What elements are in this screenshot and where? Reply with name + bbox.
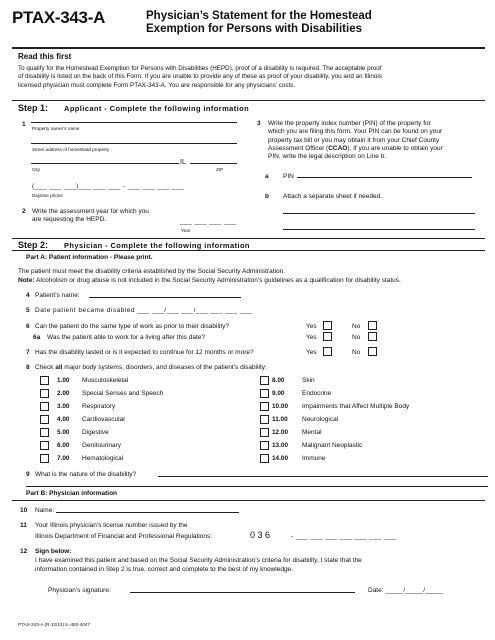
item-number: 3 xyxy=(257,120,261,127)
condition-name: Skin xyxy=(302,377,315,384)
condition-name: Mental xyxy=(302,429,322,436)
condition-checkbox[interactable] xyxy=(260,454,269,463)
q6-yes-checkbox[interactable] xyxy=(323,321,332,330)
read-first-heading: Read this first xyxy=(18,52,72,61)
title-line-2: Exemption for Persons with Disabilities xyxy=(146,22,362,35)
signature-date-field[interactable]: Date: _____/_____/_____ xyxy=(368,587,444,594)
item-number: 10 xyxy=(20,507,28,514)
q7-text: Has the disability lasted or is it expected to continue for 12 months or more? xyxy=(35,349,254,356)
item3-line: PIN, write the legal description on Line b. xyxy=(268,153,387,161)
phone-label: Daytime phone xyxy=(32,193,63,198)
item3-line: Write the property index number (PIN) of the property for xyxy=(268,120,431,127)
item-number: 1 xyxy=(22,121,26,128)
condition-code: 3.00 xyxy=(57,403,70,410)
intro-line: of disability is listed on the back of this Form. If you are unable to provide any of these as proof of your disability, you and an Illinois xyxy=(18,73,382,81)
owner-name-label: Property owner’s name xyxy=(32,126,80,131)
condition-checkbox[interactable] xyxy=(40,389,49,398)
pin-label: PIN xyxy=(283,173,294,180)
attestation-text xyxy=(35,557,490,574)
condition-checkbox[interactable] xyxy=(40,376,49,385)
item3-text-part: ). If you are unable to obtain your xyxy=(347,144,443,152)
condition-name: Malignant Neoplastic xyxy=(302,442,363,449)
read-first-text xyxy=(18,65,486,90)
intro-line: licensed physician must complete Form PTAX-343-A. You are responsible for any physicians’ costs. xyxy=(18,81,296,89)
form-footer: PTAX-343-A (R-12/13) IL-492-4047 xyxy=(18,622,90,627)
item-number: 12 xyxy=(20,548,28,555)
q6-text: Can the patient do the same type of work as prior to their disability? xyxy=(35,323,230,330)
step1-label: Step 1: xyxy=(18,103,49,113)
item3-text-part: Assessment Officer ( xyxy=(268,144,329,152)
step2-divider xyxy=(12,238,485,239)
legal-description-field[interactable] xyxy=(283,213,475,214)
part-a-heading: Part A: Patient information - Please print. xyxy=(26,254,153,261)
header-divider xyxy=(12,47,485,49)
condition-name: Neurological xyxy=(302,416,339,423)
q9-text: What is the nature of the disability? xyxy=(35,471,137,478)
condition-checkbox[interactable] xyxy=(260,389,269,398)
condition-name: Respiratory xyxy=(82,403,116,410)
q8-text xyxy=(35,364,267,372)
license-number-field[interactable]: - ___ ___ ___ ___ ___ ___ ___ xyxy=(291,533,397,540)
note-text xyxy=(18,277,401,285)
title-line-1: Physician’s Statement for the Homestead xyxy=(146,10,372,22)
street-address-label: Street address of homestead property xyxy=(32,147,110,152)
condition-code: 4.00 xyxy=(57,416,70,423)
phone-field[interactable]: (___ ___ ___)___ ___ ___ - ___ ___ ___ ___ xyxy=(32,183,185,190)
item-number: 8 xyxy=(26,364,30,371)
item-number: 9 xyxy=(26,471,30,478)
nature-of-disability-field[interactable] xyxy=(26,486,488,487)
item2-line: are requesting the HEPD. xyxy=(32,215,107,223)
condition-name: Genitourinary xyxy=(82,442,122,449)
step2-label: Step 2: xyxy=(18,240,49,250)
part-b-divider xyxy=(12,500,485,501)
condition-code: 6.00 xyxy=(57,442,70,449)
q8-text-part: major body systems, disorders, and diseases of the patient’s disability: xyxy=(62,364,267,371)
sign-below-heading: Sign below: xyxy=(35,548,72,555)
condition-checkbox[interactable] xyxy=(40,454,49,463)
item-number: 4 xyxy=(26,292,30,299)
q7-no-checkbox[interactable] xyxy=(368,347,377,356)
street-address-field[interactable] xyxy=(31,143,237,144)
license-prefix: 0 3 6 xyxy=(250,530,271,540)
condition-name: Hematological xyxy=(82,455,124,462)
pin-field[interactable] xyxy=(297,177,472,178)
no-label: No xyxy=(352,323,361,330)
condition-code: 9.00 xyxy=(272,390,285,397)
physician-name-label: Name: xyxy=(35,507,55,514)
condition-checkbox[interactable] xyxy=(40,415,49,424)
signature-label: Physician’s signature: xyxy=(48,587,111,594)
item3-line: which you are filing this form. Your PIN can be found on your xyxy=(268,128,443,136)
condition-code: 5.00 xyxy=(57,429,70,436)
condition-checkbox[interactable] xyxy=(260,441,269,450)
condition-code: 13.00 xyxy=(272,442,288,449)
note-body: Alcoholism or drug abuse is not included in the Social Security Administration’s guidelines as a qualification for disability status. xyxy=(34,277,401,284)
condition-name: Cardiovascular xyxy=(82,416,126,423)
zip-label: ZIP xyxy=(216,167,224,172)
owner-name-field[interactable] xyxy=(31,122,237,123)
part-b-heading: Part B: Physician information xyxy=(26,490,118,497)
attestation-line: information contained in Step 2 is true, correct and complete to the best of my knowledge. xyxy=(35,565,293,573)
step1-divider xyxy=(12,100,485,101)
condition-code: 8.00 xyxy=(272,377,285,384)
yes-label: Yes xyxy=(306,334,317,341)
condition-name: Endocrine xyxy=(302,390,332,397)
no-label: No xyxy=(352,334,361,341)
yes-label: Yes xyxy=(306,323,317,330)
yes-label: Yes xyxy=(306,349,317,356)
q6a-yes-checkbox[interactable] xyxy=(323,332,332,341)
city-label: City xyxy=(32,167,40,172)
item3-text xyxy=(268,120,488,161)
condition-code: 2.00 xyxy=(57,390,70,397)
condition-name: Immune xyxy=(302,455,326,462)
condition-name: Musculoskeletal xyxy=(82,377,129,384)
date-disabled-field[interactable]: Date patient became disabled ___ ___/___ ___/___ ___ ___ ___ xyxy=(35,307,253,314)
q8-text-part: Check xyxy=(35,364,56,371)
line-a-label: a xyxy=(265,173,269,180)
q8-bold: all xyxy=(55,364,63,371)
item2-line: Write the assessment year for which you xyxy=(32,208,149,215)
legal-description-field[interactable] xyxy=(283,229,475,230)
condition-code: 11.00 xyxy=(272,416,288,423)
attestation-line: I have examined this patient and based on the Social Security Administration’s criteria for disability, I state that the xyxy=(35,557,362,564)
no-label: No xyxy=(352,349,361,356)
condition-code: 10.00 xyxy=(272,403,288,410)
city-field[interactable] xyxy=(31,163,179,164)
zip-field[interactable] xyxy=(190,163,237,164)
item3-line: property tax bill or you may obtain it from your Chief County xyxy=(268,136,440,144)
item3-line xyxy=(268,145,488,153)
step1-heading: Applicant - Complete the following information xyxy=(64,104,250,113)
item2-text xyxy=(32,208,149,224)
physician-name-field[interactable] xyxy=(56,512,239,513)
signature-field[interactable] xyxy=(130,592,355,593)
condition-checkbox[interactable] xyxy=(260,415,269,424)
condition-name: Impairments that Affect Multiple Body xyxy=(302,403,410,410)
condition-code: 7.00 xyxy=(57,455,70,462)
q6-no-checkbox[interactable] xyxy=(368,321,377,330)
condition-checkbox[interactable] xyxy=(260,402,269,411)
q6a-text: Was the patient able to work for a living after this date? xyxy=(47,334,206,341)
condition-checkbox[interactable] xyxy=(40,428,49,437)
item-number: 2 xyxy=(22,208,26,215)
condition-checkbox[interactable] xyxy=(260,428,269,437)
q11-line1: Your Illinois physician’s license number issued by the xyxy=(35,522,188,529)
step2-heading: Physician - Complete the following information xyxy=(64,241,250,250)
item-number: 5 xyxy=(26,307,30,314)
line-b-text: Attach a separate sheet if needed. xyxy=(283,193,383,200)
condition-code: 12.00 xyxy=(272,429,288,436)
state-il: IL xyxy=(180,159,186,166)
condition-checkbox[interactable] xyxy=(40,402,49,411)
condition-code: 14.00 xyxy=(272,455,288,462)
step2-subdivider xyxy=(12,250,485,251)
condition-checkbox[interactable] xyxy=(40,441,49,450)
patient-name-field[interactable] xyxy=(89,297,241,298)
ccao-bold: CCAO xyxy=(328,144,348,152)
item-number: 7 xyxy=(26,349,30,356)
patient-name-label: Patient’s name: xyxy=(35,292,80,299)
form-number: PTAX-343-A xyxy=(12,8,106,27)
condition-code: 1.00 xyxy=(57,377,70,384)
criteria-text: The patient must meet the disability criteria established by the Social Security Administration. xyxy=(18,268,285,275)
year-field[interactable]: ___ ___ ___ ___ xyxy=(180,218,237,225)
item-number: 11 xyxy=(20,522,27,529)
year-label: Year xyxy=(181,228,191,233)
form-title xyxy=(146,10,486,35)
item-number: 6 xyxy=(26,323,30,330)
q11-line2: Illinois Department of Financial and Professional Regulations: xyxy=(35,533,213,540)
item-number: 6a xyxy=(33,334,41,341)
condition-checkbox[interactable] xyxy=(260,376,269,385)
condition-name: Digestive xyxy=(82,429,109,436)
note-bold: Note: xyxy=(18,277,35,284)
q7-yes-checkbox[interactable] xyxy=(323,347,332,356)
q6a-no-checkbox[interactable] xyxy=(368,332,377,341)
line-b-label: b xyxy=(265,193,269,200)
nature-of-disability-field[interactable] xyxy=(158,476,488,477)
condition-name: Special Senses and Speech xyxy=(82,390,164,397)
intro-line: To qualify for the Homestead Exemption for Persons with Disabilities (HEPD), proof of a disability is required. The acceptable proof xyxy=(18,65,382,72)
